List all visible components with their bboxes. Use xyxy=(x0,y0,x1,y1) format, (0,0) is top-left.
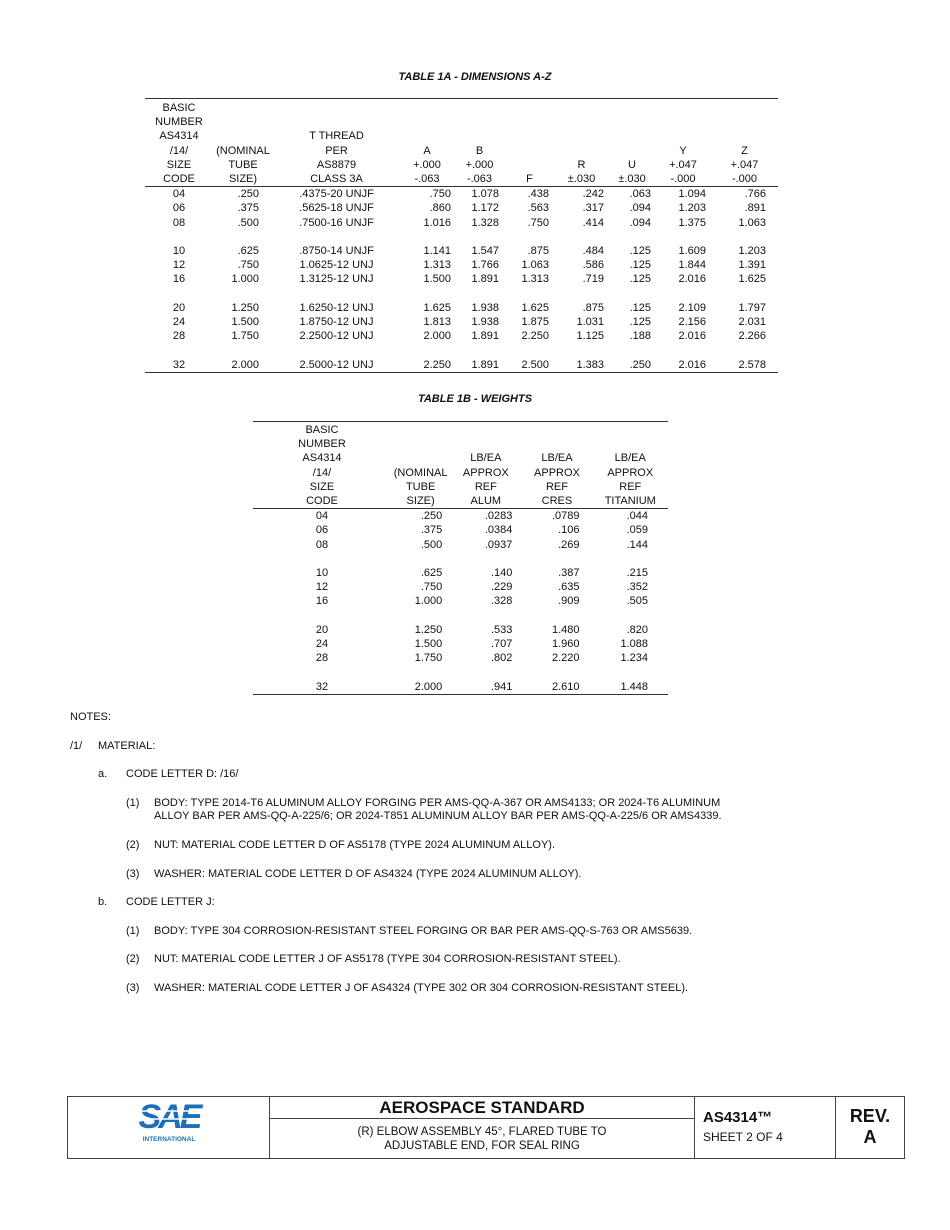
header-line: +.047 xyxy=(669,158,697,171)
table-cell: 1.750 xyxy=(231,330,259,343)
table-cell: 1.172 xyxy=(471,202,499,215)
table-cell: 1.016 xyxy=(423,216,451,229)
table-cell: 2.266 xyxy=(738,330,766,343)
table-1b-title: TABLE 1B - WEIGHTS xyxy=(417,393,533,405)
header-line: REF xyxy=(619,480,642,493)
table1b-header-col-2 xyxy=(450,423,521,509)
table1b-header-col-4 xyxy=(593,423,668,509)
header-line: PER xyxy=(325,144,348,157)
table-cell: .941 xyxy=(450,680,521,695)
table-cell: .269 xyxy=(558,538,580,551)
table-cell: 1.203 xyxy=(738,245,766,258)
table-cell: 12 xyxy=(315,581,329,594)
header-line: A xyxy=(423,144,431,157)
revision-value: A xyxy=(863,1127,877,1147)
table-cell: .820 xyxy=(626,623,648,636)
table-cell: 10 xyxy=(172,245,186,258)
table-cell: .5625-18 UNJF xyxy=(299,202,374,215)
table-cell: .533 xyxy=(490,623,513,636)
table-cell: 08 xyxy=(172,216,186,229)
table-cell: .891 xyxy=(744,202,766,215)
table-cell: 1.250 xyxy=(231,301,259,314)
table-cell: .766 xyxy=(744,188,766,201)
table-cell: .242 xyxy=(582,188,604,201)
header-line: AS4314 xyxy=(159,130,199,143)
table-row xyxy=(253,538,668,552)
table-cell: .044 xyxy=(626,510,648,523)
table1a-header-col-3 xyxy=(400,101,454,187)
table-cell: 1.125 xyxy=(576,330,604,343)
header-line: LB/EA xyxy=(541,452,573,465)
table-cell: .750 xyxy=(527,216,549,229)
table-row xyxy=(253,623,668,637)
header-line: AS4314 xyxy=(302,452,342,465)
header-line: APPROX xyxy=(462,466,509,479)
header-line: TUBE xyxy=(405,480,436,493)
table-cell: 2.000 xyxy=(213,358,273,373)
header-line: ALUM xyxy=(470,495,502,508)
header-line: APPROX xyxy=(607,466,654,479)
table-cell: 1.063 xyxy=(738,216,766,229)
table-cell: 04 xyxy=(315,510,329,523)
table-cell: .875 xyxy=(582,301,604,314)
table-cell: .505 xyxy=(626,595,648,608)
table-cell: 2.578 xyxy=(711,358,778,373)
table-cell: 1.328 xyxy=(471,216,499,229)
table-cell: 1.891 xyxy=(471,330,499,343)
table-cell: 1.000 xyxy=(414,595,443,608)
table-cell: 1.088 xyxy=(620,638,648,651)
sheet-number: SHEET 2 OF 4 xyxy=(703,1130,783,1144)
table-row xyxy=(145,358,778,373)
table-cell: 1.448 xyxy=(593,680,668,695)
header-line: APPROX xyxy=(534,466,580,479)
header-line: BASIC xyxy=(305,424,339,436)
description-cell xyxy=(270,1097,695,1158)
table1a-header-col-0 xyxy=(145,101,213,187)
table-cell: 1.625 xyxy=(521,301,549,314)
revision-label: REV. xyxy=(849,1106,891,1126)
table-cell: .328 xyxy=(490,595,513,608)
note-a1-line2: ALLOY BAR PER AMS-QQ-A-225/6; OR 2024-T851 ALUMINUM ALLOY BAR PER AMS-QQ-A-225/6 OR AMS4339. xyxy=(154,810,722,822)
table-cell: .707 xyxy=(490,638,513,651)
note-b2-number: (2) xyxy=(126,953,140,965)
table-cell: 1.078 xyxy=(471,188,499,201)
table-row xyxy=(145,244,778,258)
table-row xyxy=(145,216,778,230)
note-a-letter: a. xyxy=(98,768,108,780)
header-line: NUMBER xyxy=(298,438,346,451)
table-cell: .8750-14 UNJF xyxy=(299,245,374,258)
header-line: CLASS 3A xyxy=(310,173,363,186)
header-line: SIZE) xyxy=(228,173,258,186)
sae-logo xyxy=(68,1097,268,1158)
table-cell: 1.938 xyxy=(471,316,499,329)
header-line: (NOMINAL xyxy=(216,144,270,157)
table-cell: 1.500 xyxy=(414,638,443,651)
group-spacer xyxy=(145,230,778,244)
table1a-header-col-6 xyxy=(554,101,609,187)
table-cell: 1.891 xyxy=(471,273,499,286)
table-cell: 1.094 xyxy=(678,188,706,201)
table-cell: 1.6250-12 UNJ xyxy=(299,301,374,314)
notes-heading: NOTES: xyxy=(70,711,111,723)
table-cell: .4375-20 UNJF xyxy=(299,188,374,201)
table-cell: .188 xyxy=(629,330,651,343)
note-a2-text: NUT: MATERIAL CODE LETTER D OF AS5178 (TYPE 2024 ALUMINUM ALLOY). xyxy=(154,839,556,851)
table-cell: .125 xyxy=(629,301,651,314)
table-1a-top-rule xyxy=(145,98,778,99)
table-cell: .387 xyxy=(558,567,580,580)
table-cell: .106 xyxy=(558,524,580,537)
note-1-number: /1/ xyxy=(70,740,83,752)
note-b3-number: (3) xyxy=(126,982,140,994)
table-cell: 1.8750-12 UNJ xyxy=(299,316,374,329)
table-cell: .0789 xyxy=(552,510,580,523)
table1a-header-col-9 xyxy=(711,101,778,187)
header-line: AS8879 xyxy=(316,158,357,171)
table-cell: .635 xyxy=(558,581,580,594)
group-spacer xyxy=(253,552,668,566)
table-cell: 2.610 xyxy=(521,680,592,695)
group-spacer xyxy=(145,343,778,357)
table1a-header-col-5 xyxy=(505,101,554,187)
table-row xyxy=(253,637,668,651)
header-line: REF xyxy=(545,480,568,493)
table-cell: 1.031 xyxy=(576,316,604,329)
table-row xyxy=(145,258,778,272)
table-cell: 1.813 xyxy=(423,316,451,329)
table-row xyxy=(145,187,778,202)
table1a-header-col-4 xyxy=(454,101,505,187)
table-1a-title: TABLE 1A - DIMENSIONS A-Z xyxy=(398,71,552,83)
table-cell: 2.156 xyxy=(678,316,706,329)
table-cell: .7500-16 UNJF xyxy=(299,216,374,229)
header-line: F xyxy=(526,173,533,186)
table-cell: .140 xyxy=(490,567,513,580)
table-cell: .250 xyxy=(237,188,259,201)
logo-cell xyxy=(68,1097,270,1158)
note-a1-line1: BODY: TYPE 2014-T6 ALUMINUM ALLOY FORGING PER AMS-QQ-A-367 OR AMS4133; OR 2024-T6 ALUMINUM xyxy=(154,797,721,809)
note-b1-number: (1) xyxy=(126,925,140,937)
note-a3-number: (3) xyxy=(126,868,140,880)
table-cell: 1.844 xyxy=(678,259,706,272)
table-cell: 1.547 xyxy=(471,245,499,258)
table-cell: .094 xyxy=(629,216,651,229)
table-cell: 1.391 xyxy=(738,259,766,272)
note-1-label: MATERIAL: xyxy=(98,740,156,752)
header-line: SIZE) xyxy=(406,495,435,508)
table-cell: 1.3125-12 UNJ xyxy=(299,273,374,286)
table-cell: 08 xyxy=(315,538,329,551)
table-cell: 12 xyxy=(172,259,186,272)
table-row xyxy=(145,301,778,315)
document-title xyxy=(270,1125,694,1153)
table1a-header-col-1 xyxy=(213,101,273,187)
sae-logo-subtitle: INTERNATIONAL xyxy=(142,1136,196,1143)
table-cell: 32 xyxy=(253,680,391,695)
table-cell: 1.938 xyxy=(471,301,499,314)
table-cell: 06 xyxy=(315,524,329,537)
header-line: NUMBER xyxy=(155,116,203,129)
table-cell: 2.016 xyxy=(678,330,706,343)
table-row xyxy=(253,580,668,594)
table-cell: .215 xyxy=(626,567,648,580)
table-cell: .229 xyxy=(490,581,513,594)
table-cell: .875 xyxy=(527,245,549,258)
header-line: /14/ xyxy=(169,144,189,157)
note-a1-number: (1) xyxy=(126,797,140,809)
table-cell: 1.063 xyxy=(521,259,549,272)
header-line: -.063 xyxy=(466,173,493,186)
table-cell: 2.109 xyxy=(678,301,706,314)
note-a2-number: (2) xyxy=(126,839,140,851)
table-1b xyxy=(253,423,668,695)
table-cell: 28 xyxy=(172,330,186,343)
header-line: CODE xyxy=(163,173,195,186)
header-line: T THREAD xyxy=(309,130,364,143)
table-cell: 06 xyxy=(172,202,186,215)
revision-cell xyxy=(836,1097,904,1158)
table-cell: .375 xyxy=(237,202,259,215)
table-cell: .500 xyxy=(237,216,259,229)
table-row xyxy=(253,523,668,537)
table-cell: 2.000 xyxy=(423,330,451,343)
table-cell: .125 xyxy=(629,273,651,286)
table-cell: .909 xyxy=(558,595,580,608)
table-cell: .500 xyxy=(420,538,443,551)
table-cell: 1.625 xyxy=(738,273,766,286)
table-cell: .586 xyxy=(582,259,604,272)
note-b2-text: NUT: MATERIAL CODE LETTER J OF AS5178 (TYPE 304 CORROSION-RESISTANT STEEL). xyxy=(154,953,621,965)
group-spacer xyxy=(253,665,668,679)
table-cell: 1.875 xyxy=(521,316,549,329)
table-cell: .750 xyxy=(429,188,451,201)
table-cell: 16 xyxy=(315,595,329,608)
table-cell: .750 xyxy=(237,259,259,272)
group-spacer xyxy=(253,609,668,623)
table-cell: .063 xyxy=(629,188,651,201)
table-cell: .250 xyxy=(609,358,655,373)
table-cell: 20 xyxy=(172,301,186,314)
header-line: BASIC xyxy=(162,102,196,114)
table-cell: 1.250 xyxy=(414,623,443,636)
header-line: -.063 xyxy=(414,173,440,186)
document-title-line1: (R) ELBOW ASSEMBLY 45°, FLARED TUBE TO xyxy=(357,1126,607,1138)
table1b-header-col-1 xyxy=(391,423,450,509)
header-line: SIZE xyxy=(309,480,335,493)
table-cell: .625 xyxy=(237,245,259,258)
table-1b-top-rule xyxy=(253,421,668,422)
table-row xyxy=(253,680,668,695)
table-cell: 2.500 xyxy=(505,358,554,373)
note-b3-text: WASHER: MATERIAL CODE LETTER J OF AS4324 (TYPE 302 OR 304 CORROSION-RESISTANT STEEL). xyxy=(154,982,689,994)
header-line: B xyxy=(475,144,484,157)
table-cell: .375 xyxy=(420,524,443,537)
table-cell: .352 xyxy=(626,581,648,594)
header-line: CRES xyxy=(541,495,573,508)
table-cell: 2.016 xyxy=(678,273,706,286)
header-line: CODE xyxy=(306,495,338,508)
table-cell: .860 xyxy=(429,202,451,215)
table-cell: 1.203 xyxy=(678,202,706,215)
header-line: ±.030 xyxy=(567,173,596,186)
table-cell: 24 xyxy=(172,316,186,329)
table-cell: .484 xyxy=(582,245,604,258)
table-cell: 24 xyxy=(315,638,329,651)
table-row xyxy=(253,594,668,608)
table-row xyxy=(253,651,668,665)
table-row xyxy=(253,566,668,580)
table-cell: 2.250 xyxy=(521,330,549,343)
table-cell: 2.031 xyxy=(738,316,766,329)
standard-type: AEROSPACE STANDARD xyxy=(270,1097,694,1119)
table-cell: 1.797 xyxy=(738,301,766,314)
table-cell: 2.016 xyxy=(655,358,711,373)
table1b-header-col-0 xyxy=(253,423,391,509)
header-line: +.000 xyxy=(465,158,494,171)
header-line: +.000 xyxy=(413,158,441,171)
header-line: -.000 xyxy=(731,173,758,186)
table-cell: .125 xyxy=(629,259,651,272)
document-number-cell xyxy=(695,1097,836,1158)
table-cell: 1.000 xyxy=(231,273,259,286)
table-cell: 20 xyxy=(315,623,329,636)
header-line: LB/EA xyxy=(614,452,646,465)
table1a-header-col-8 xyxy=(655,101,711,187)
table-row xyxy=(253,509,668,524)
note-b1-text: BODY: TYPE 304 CORROSION-RESISTANT STEEL FORGING OR BAR PER AMS-QQ-S-763 OR AMS5639. xyxy=(154,925,693,937)
table-cell: 1.891 xyxy=(454,358,505,373)
table-1a xyxy=(145,101,778,373)
table-cell: 10 xyxy=(315,567,329,580)
table-cell: 16 xyxy=(172,273,186,286)
table-cell: 1.625 xyxy=(423,301,451,314)
table-cell: .0937 xyxy=(484,538,513,551)
table-cell: 1.141 xyxy=(423,245,451,258)
title-block xyxy=(67,1096,905,1159)
table-cell: 1.375 xyxy=(678,216,706,229)
note-a-text: CODE LETTER D: /16/ xyxy=(126,768,239,780)
header-line: TITANIUM xyxy=(604,495,656,508)
table-cell: 1.960 xyxy=(552,638,580,651)
table-cell: .0384 xyxy=(484,524,513,537)
table-cell: .719 xyxy=(582,273,604,286)
note-b-letter: b. xyxy=(98,896,108,908)
header-line: (NOMINAL xyxy=(393,466,448,479)
table-row xyxy=(145,329,778,343)
table-cell: 04 xyxy=(172,188,186,201)
table-cell: 1.0625-12 UNJ xyxy=(299,259,374,272)
note-b-text: CODE LETTER J: xyxy=(126,896,215,908)
table-cell: 1.383 xyxy=(554,358,609,373)
table-cell: 2.5000-12 UNJ xyxy=(273,358,400,373)
table-cell: .317 xyxy=(582,202,604,215)
table-cell: .563 xyxy=(527,202,549,215)
table-row xyxy=(145,272,778,286)
header-line: REF xyxy=(474,480,497,493)
table-cell: 32 xyxy=(145,358,213,373)
table-cell: 1.500 xyxy=(423,273,451,286)
header-line: Z xyxy=(741,144,748,157)
table-cell: 1.234 xyxy=(620,652,648,665)
table1b-header-col-3 xyxy=(521,423,592,509)
table-cell: 28 xyxy=(315,652,329,665)
table-cell: 1.313 xyxy=(521,273,549,286)
header-line: +.047 xyxy=(730,158,759,171)
table-cell: .059 xyxy=(626,524,648,537)
table-cell: 2.000 xyxy=(391,680,450,695)
table-cell: .125 xyxy=(629,316,651,329)
table-cell: .125 xyxy=(629,245,651,258)
group-spacer xyxy=(145,287,778,301)
header-line: -.000 xyxy=(670,173,696,186)
table-cell: .414 xyxy=(582,216,604,229)
table-cell: 1.766 xyxy=(471,259,499,272)
table-cell: .144 xyxy=(626,538,648,551)
note-a3-text: WASHER: MATERIAL CODE LETTER D OF AS4324 (TYPE 2024 ALUMINUM ALLOY). xyxy=(154,868,582,880)
header-line: U xyxy=(628,158,636,171)
table1a-header-col-2 xyxy=(273,101,400,187)
table-cell: 1.480 xyxy=(552,623,580,636)
table-cell: 1.500 xyxy=(231,316,259,329)
table-cell: 2.220 xyxy=(552,652,580,665)
header-line: LB/EA xyxy=(470,452,502,465)
table1a-header-col-7 xyxy=(609,101,655,187)
table-cell: .250 xyxy=(420,510,443,523)
header-line: SIZE xyxy=(166,158,192,171)
table-cell: 1.609 xyxy=(678,245,706,258)
table-cell: 2.250 xyxy=(400,358,454,373)
table-row xyxy=(145,201,778,215)
table-cell: .802 xyxy=(490,652,513,665)
document-title-line2: ADJUSTABLE END, FOR SEAL RING xyxy=(384,1140,580,1152)
table-cell: .438 xyxy=(527,188,549,201)
table-cell: 1.313 xyxy=(423,259,451,272)
table-cell: .094 xyxy=(629,202,651,215)
table-cell: .0283 xyxy=(484,510,513,523)
table-cell: 1.750 xyxy=(414,652,443,665)
table-cell: 2.2500-12 UNJ xyxy=(299,330,374,343)
header-line: TUBE xyxy=(228,158,258,171)
table-row xyxy=(145,315,778,329)
sae-logo-letters: SAE xyxy=(138,1098,200,1136)
header-line: /14/ xyxy=(312,466,332,479)
table-cell: .625 xyxy=(420,567,443,580)
document-number: AS4314™ xyxy=(703,1109,773,1126)
table-cell: .750 xyxy=(420,581,443,594)
header-line: ±.030 xyxy=(618,173,646,186)
header-line: Y xyxy=(679,144,687,157)
header-line: R xyxy=(577,158,586,171)
